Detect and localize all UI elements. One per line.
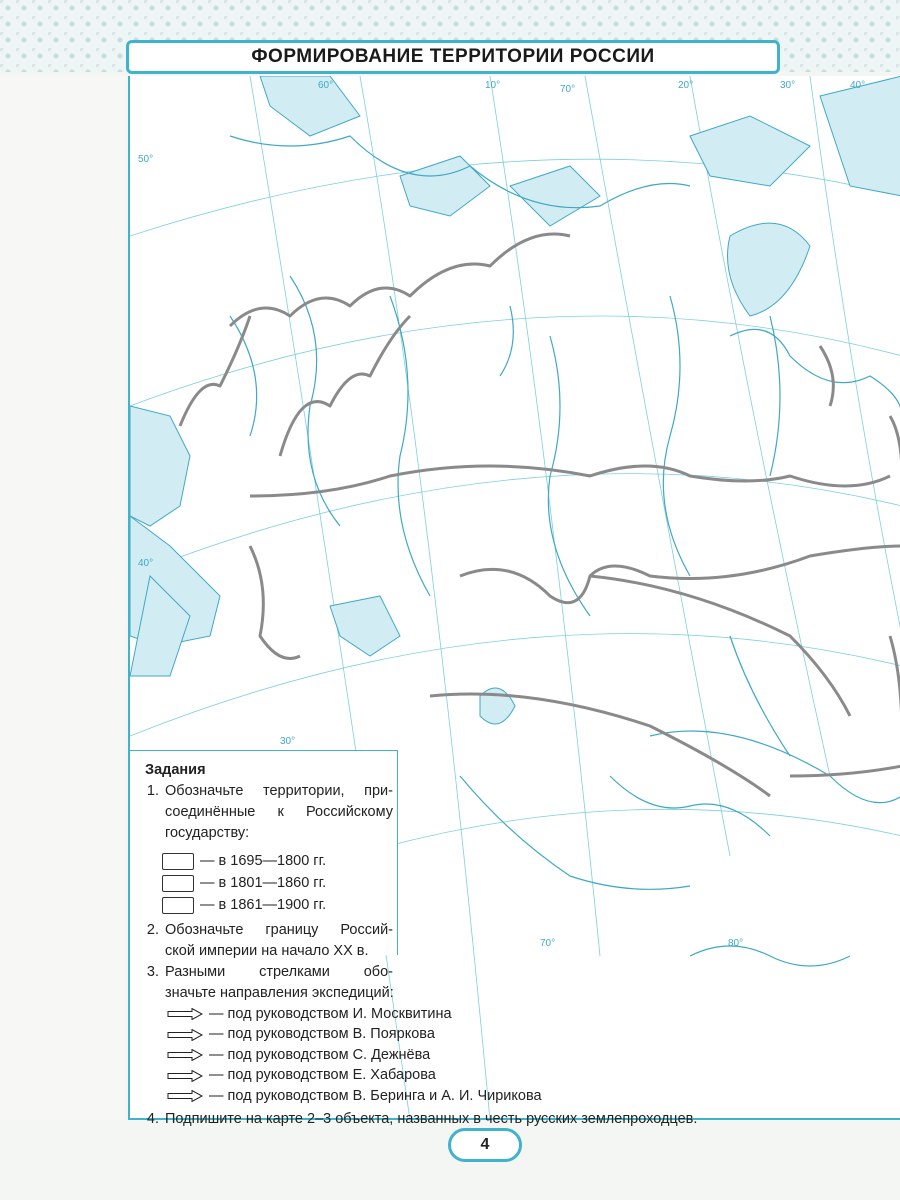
degree-label: 50° (138, 154, 154, 165)
expedition-label: — под руководством В. Беринга и А. И. Чирикова (209, 1087, 542, 1104)
task-line: значьте направления экспедиций: (165, 985, 394, 1001)
arrow-icon (167, 1049, 203, 1061)
task-number: 4. (146, 1110, 159, 1127)
task-line: государству: (165, 825, 250, 841)
legend-row (137, 850, 777, 872)
arrow-icon (167, 1008, 203, 1020)
tasks-list (137, 760, 777, 1130)
degree-label: 20° (678, 80, 694, 91)
task-item (137, 920, 777, 962)
parallel-line (130, 474, 900, 576)
task-item (137, 962, 777, 1004)
expedition-row (137, 1025, 777, 1046)
water-body (510, 166, 600, 226)
task-text (165, 920, 393, 962)
degree-label: 40° (138, 558, 154, 569)
task-number: 1. (146, 783, 159, 799)
legend-swatch[interactable] (162, 853, 194, 870)
task-text (165, 781, 393, 844)
legend-label: — в 1695—1800 гг. (200, 852, 327, 869)
page-number: 4 (480, 1136, 490, 1153)
page-title: ФОРМИРОВАНИЕ ТЕРРИТОРИИ РОССИИ (251, 46, 655, 67)
parallel-line (130, 634, 900, 736)
arrow-icon (167, 1090, 203, 1102)
river (663, 296, 690, 576)
water-body (260, 76, 360, 136)
task-text (165, 962, 565, 1004)
expedition-label: — под руководством С. Дежнёва (209, 1046, 431, 1063)
expedition-row (137, 1004, 777, 1025)
border-line (890, 636, 900, 736)
expedition-row (137, 1066, 777, 1087)
expedition-row (137, 1045, 777, 1066)
legend-row (137, 872, 777, 894)
title-banner (126, 40, 780, 74)
legend-swatch[interactable] (162, 897, 194, 914)
task-item (137, 781, 777, 844)
degree-label: 40° (850, 80, 866, 91)
task-number: 2. (146, 922, 159, 938)
coastline (730, 329, 900, 416)
expedition-label: — под руководством В. Пояркова (209, 1026, 435, 1043)
task-line: Обозначьте границу Россий- (165, 922, 393, 938)
task-item (137, 1109, 777, 1130)
task-text: Подпишите на карте 2–3 объекта, названных в честь русских землепроходцев. (165, 1110, 698, 1127)
river (390, 296, 430, 596)
arrow-icon (167, 1029, 203, 1041)
left-page-margin (0, 76, 126, 1120)
legend-swatch[interactable] (162, 875, 194, 892)
task-line: Обозначьте территории, при- (165, 783, 393, 799)
task-number: 3. (146, 964, 159, 980)
degree-label: 10° (485, 80, 501, 91)
task-line: ской империи на начало XX в. (165, 943, 369, 959)
task-line: соединённые к Российскому (165, 804, 393, 820)
border-line (230, 234, 570, 326)
water-body (728, 223, 811, 316)
border-line (820, 346, 833, 406)
historical-borders (180, 234, 900, 796)
water-body (820, 76, 900, 196)
page-number-badge (448, 1128, 522, 1162)
border-line (790, 766, 900, 776)
expedition-label: — под руководством Е. Хабарова (209, 1067, 436, 1084)
degree-label: 30° (280, 736, 296, 747)
degree-label: 80° (728, 938, 744, 949)
degree-label: 70° (560, 84, 576, 95)
degree-label: 70° (540, 938, 556, 949)
border-line (250, 546, 300, 659)
legend-row (137, 894, 777, 916)
border-line (890, 416, 900, 476)
border-line (280, 316, 410, 456)
river (730, 636, 790, 756)
degree-label: 60° (318, 80, 334, 91)
border-line (590, 576, 850, 716)
expedition-label: — под руководством И. Москвитина (209, 1005, 452, 1022)
task-line: Разными стрелками обо- (165, 964, 393, 980)
border-line (250, 466, 890, 496)
arrow-icon (167, 1070, 203, 1082)
legend-label: — в 1801—1860 гг. (200, 874, 327, 891)
tasks-heading: Задания (145, 762, 206, 778)
legend-label: — в 1861—1900 гг. (200, 896, 327, 913)
water-body (400, 156, 490, 216)
degree-label: 30° (780, 80, 796, 91)
expedition-row (137, 1086, 777, 1107)
river (500, 306, 513, 376)
